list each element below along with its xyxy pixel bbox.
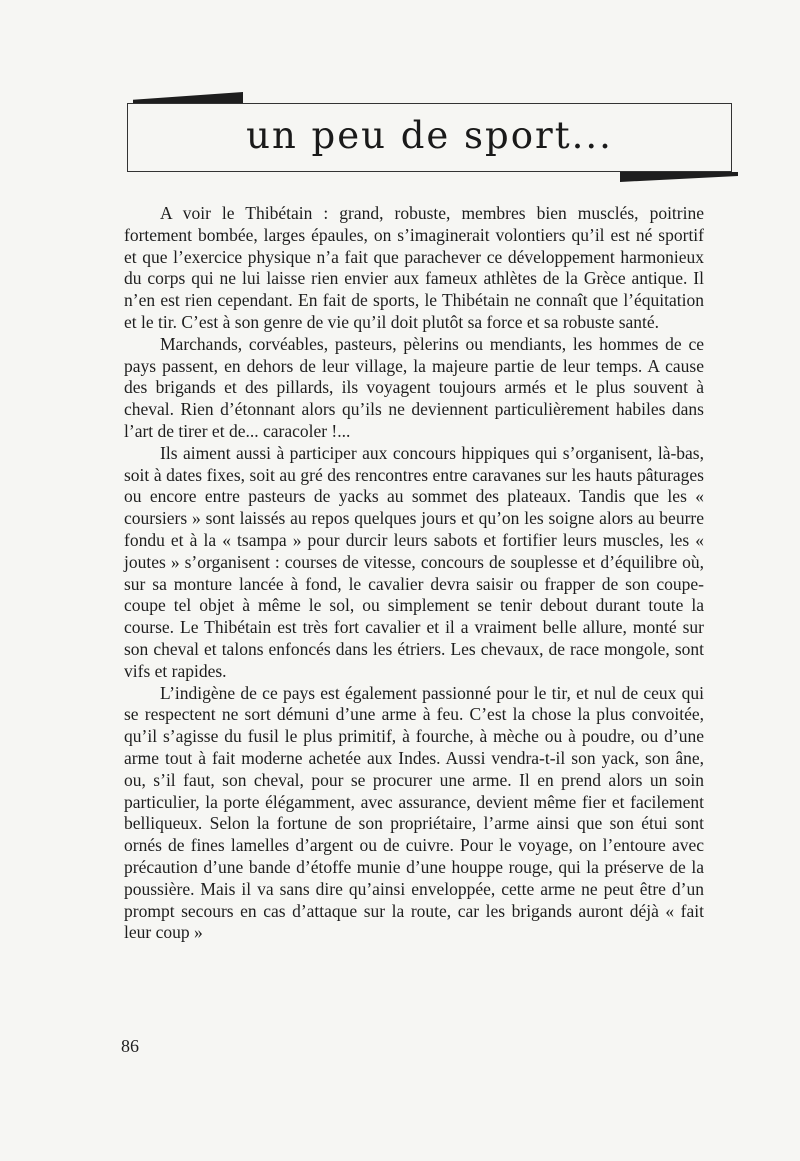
paragraph: A voir le Thibétain : grand, robuste, membres bien musclés, poitrine fortement bombée, larges épaules, on s’imaginerait volontiers qu’il est né sportif et que l’exercice physique n’a fait que parachever ce développement harmonieux du corps qui ne lui laisse rien envier aux fameux athlètes de la Grèce antique. Il n’en est rien cependant. En fait de sports, le Thibétain ne connaît que l’équitation et le tir. C’est à son genre de vie qu’il doit plutôt sa force et sa robuste santé. — [124, 203, 704, 332]
chapter-header — [123, 92, 738, 186]
paragraph: L’indigène de ce pays est également passionné pour le tir, et nul de ceux qui se respectent ne sort démuni d’une arme à feu. C’est la chose la plus convoitée, qu’il s’agisse du fusil le plus primitif, à fourche, à mèche ou à poudre, ou d’une arme tout à fait moderne achetée aux Indes. Aussi vendra-t-il son yack, son âne, ou, s’il faut, son cheval, pour se procurer une arme. Il en prend alors un soin particulier, la porte élégamment, avec assurance, devient même fier et facilement belliqueux. Selon la fortune de son propriétaire, l’arme ainsi que son étui sont ornés de fines lamelles d’argent ou de cuivre. Pour le voyage, on l’entoure avec précaution d’une bande d’étoffe munie d’une houppe rouge, qui la préserve de la poussière. Mais il va sans dire qu’ainsi enveloppée, cette arme ne peut être d’un prompt secours en cas d’attaque sur la route, car les brigands auront déjà « fait leur coup » — [124, 682, 704, 943]
paragraph: Ils aiment aussi à participer aux concours hippiques qui s’organisent, là-bas, soit à dates fixes, soit au gré des rencontres entre caravanes sur les hauts pâturages ou encore entre pasteurs de yacks au sommet des plateaux. Tandis que les « coursiers » sont laissés au repos quelques jours et qu’on les soigne alors au beurre fondu et à la « tsampa » pour durcir leurs sabots et fortifier leurs muscles, les « joutes » s’organisent : courses de vitesse, concours de souplesse et d’équilibre où, sur sa monture lancée à fond, le cavalier devra saisir ou frapper de son coupe-coupe tel objet à même le sol, ou simplement se tenir debout durant toute la course. Le Thibétain est très fort cavalier et il a vraiment belle allure, monté sur son cheval et talons enfoncés dans les étriers. Les chevaux, de race mongole, sont vifs et rapides. — [124, 442, 704, 681]
header-ornament-bottom — [620, 172, 738, 182]
body-text — [124, 203, 704, 944]
header-ornament-top — [133, 92, 243, 103]
paragraph: Marchands, corvéables, pasteurs, pèlerins ou mendiants, les hommes de ce pays passent, en dehors de leur village, la majeure partie de leur temps. A cause des brigands et des pillards, ils voyagent toujours armés et le plus souvent à cheval. Rien d’étonnant alors qu’ils ne deviennent particulièrement habiles dans l’art de tirer et de... caracoler !... — [124, 333, 704, 441]
title-frame — [127, 103, 732, 172]
page-number: 86 — [121, 1036, 139, 1056]
chapter-title: un peu de sport... — [246, 114, 613, 157]
